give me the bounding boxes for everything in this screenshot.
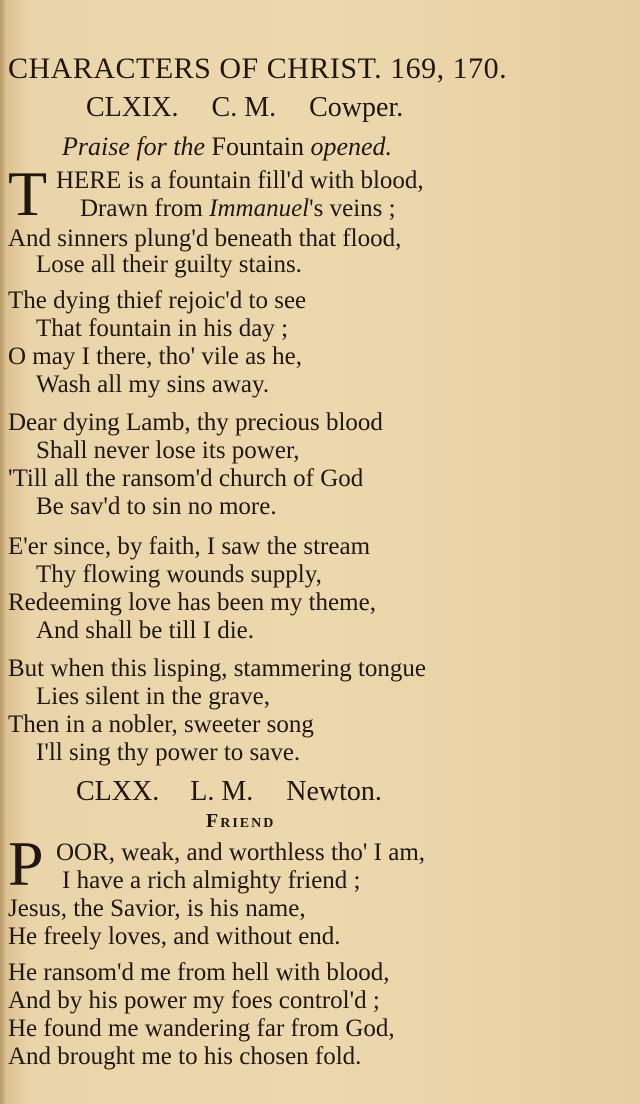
hymn-170-heading (76, 776, 382, 808)
subtitle-part: Praise for the (62, 132, 205, 161)
verse-text: 's veins ; (309, 195, 396, 222)
verse-line: E'er since, by faith, I saw the stream (8, 533, 371, 560)
verse-line: I'll sing thy power to save. (36, 739, 301, 766)
drop-cap: P (8, 828, 44, 899)
verse-line: Lies silent in the grave, (36, 683, 270, 710)
hymn-169-heading (86, 92, 403, 124)
verse-line: He freely loves, and without end. (8, 923, 341, 950)
verse-line: And sinners plung'd beneath that flood, (8, 225, 402, 252)
hymn-author: Newton. (286, 776, 382, 807)
verse-line: Shall never lose its power, (36, 437, 300, 464)
verse-line: And shall be till I die. (36, 617, 255, 644)
verse-line: And by his power my foes control'd ; (8, 987, 380, 1014)
subtitle-part: opened. (310, 132, 393, 161)
hymn-170-subtitle: Friend (206, 810, 276, 832)
page-gutter-edge (0, 0, 6, 1104)
hymn-169-subtitle (62, 132, 392, 162)
hymn-number: CLXIX. (86, 92, 179, 123)
verse-line: Lose all their guilty stains. (36, 251, 302, 278)
verse-line: Thy flowing wounds supply, (36, 561, 322, 588)
hymn-meter: C. M. (211, 92, 277, 123)
verse-line: Wash all my sins away. (36, 371, 270, 398)
drop-cap: T (8, 158, 48, 229)
verse-line: And brought me to his chosen fold. (8, 1043, 362, 1070)
verse-line: He found me wandering far from God, (8, 1015, 395, 1042)
verse-line: I have a rich almighty friend ; (62, 867, 361, 894)
verse-line: Redeeming love has been my theme, (8, 589, 376, 616)
verse-line: He ransom'd me from hell with blood, (8, 959, 390, 986)
verse-line: 'Till all the ransom'd church of God (8, 465, 364, 492)
subtitle-part: Fountain (211, 132, 304, 161)
hymn-number: CLXX. (76, 776, 160, 807)
verse-line: The dying thief rejoic'd to see (8, 287, 307, 314)
verse-line: But when this lisping, stammering tongue (8, 655, 427, 682)
verse-line: That fountain in his day ; (36, 315, 289, 342)
running-head: CHARACTERS OF CHRIST. 169, 170. (8, 52, 508, 85)
verse-text: Immanuel (209, 195, 310, 222)
verse-line: Be sav'd to sin no more. (36, 493, 277, 520)
hymn-meter: L. M. (190, 776, 254, 807)
verse-line: O may I there, tho' vile as he, (8, 343, 302, 370)
hymn-author: Cowper. (309, 92, 404, 123)
verse-line: HERE is a fountain fill'd with blood, (56, 167, 424, 194)
verse-line (80, 194, 396, 224)
verse-line: Then in a nobler, sweeter song (8, 711, 314, 738)
verse-text: Drawn from (80, 195, 203, 222)
verse-line: Dear dying Lamb, thy precious blood (8, 409, 383, 436)
verse-line: OOR, weak, and worthless tho' I am, (56, 839, 426, 866)
verse-line: Jesus, the Savior, is his name, (8, 895, 306, 922)
